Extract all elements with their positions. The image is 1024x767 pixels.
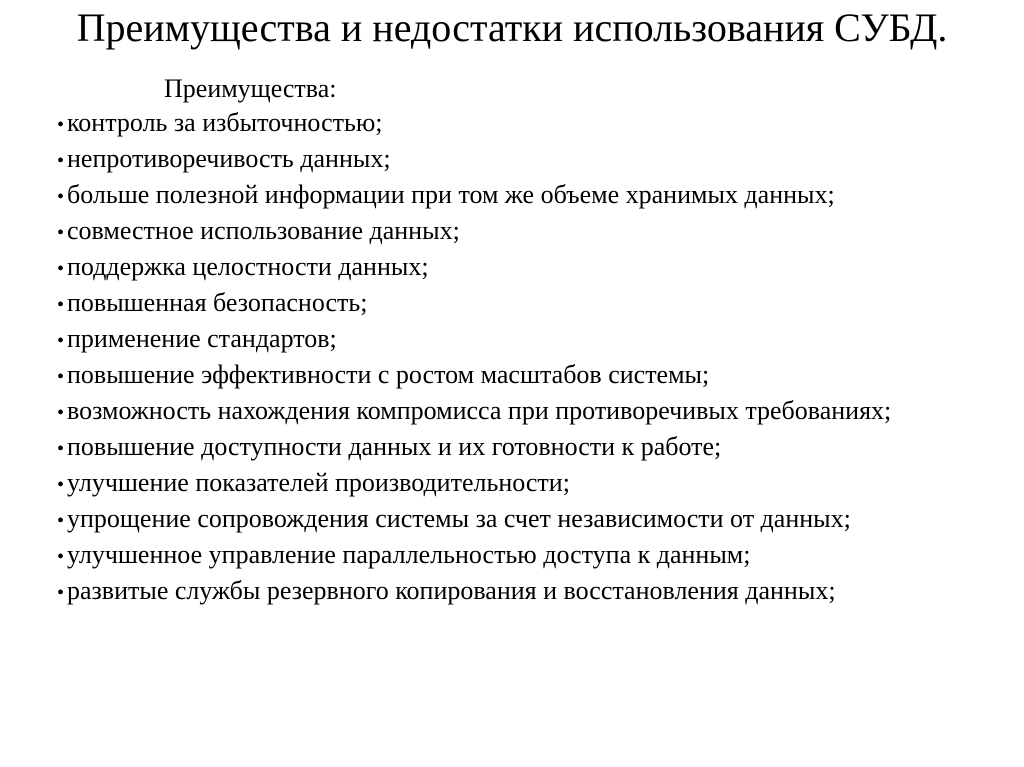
bullet-icon: • [57,474,65,496]
list-item [57,178,967,214]
list-item-text: контроль за избыточностью; [67,108,383,137]
list-item-text: больше полезной информации при том же объеме хранимых данных; [67,180,835,209]
subheading-advantages: Преимущества: [164,74,337,103]
list-item-text: улучшенное управление параллельностью доступа к данным; [67,540,751,569]
bullet-icon: • [57,438,65,460]
bullet-icon: • [57,150,65,172]
list-item-text: поддержка целостности данных; [67,252,429,281]
list-item-text: возможность нахождения компромисса при противоречивых требованиях; [67,396,892,425]
list-item-text: упрощение сопровождения системы за счет независимости от данных; [67,504,851,533]
list-item-text: совместное использование данных; [67,216,460,245]
list-item-text: повышенная безопасность; [67,288,368,317]
list-item-text: улучшение показателей производительности; [67,468,570,497]
slide-title: Преимущества и недостатки использования СУБД. [76,5,948,50]
list-item-text: повышение эффективности с ростом масштабов системы; [67,360,710,389]
list-item [57,142,967,178]
bullet-icon: • [57,366,65,388]
bullet-icon: • [57,402,65,424]
bullet-icon: • [57,582,65,604]
list-item-text: повышение доступности данных и их готовности к работе; [67,432,722,461]
bullet-icon: • [57,258,65,280]
list-item [57,466,967,502]
bullet-icon: • [57,546,65,568]
list-item-text: развитые службы резервного копирования и восстановления данных; [67,576,836,605]
list-item [57,430,967,466]
list-item [57,214,967,250]
list-item-text: непротиворечивость данных; [67,144,391,173]
list-item [57,358,967,394]
list-item [57,538,967,574]
list-item [57,106,967,142]
list-item [57,322,967,358]
list-item [57,502,967,538]
bullet-icon: • [57,186,65,208]
bullet-icon: • [57,330,65,352]
list-item-text: применение стандартов; [67,324,337,353]
advantages-list [57,106,967,610]
list-item [57,286,967,322]
bullet-icon: • [57,114,65,136]
bullet-icon: • [57,222,65,244]
list-item [57,394,967,430]
bullet-icon: • [57,510,65,532]
bullet-icon: • [57,294,65,316]
list-item [57,250,967,286]
list-item [57,574,967,610]
